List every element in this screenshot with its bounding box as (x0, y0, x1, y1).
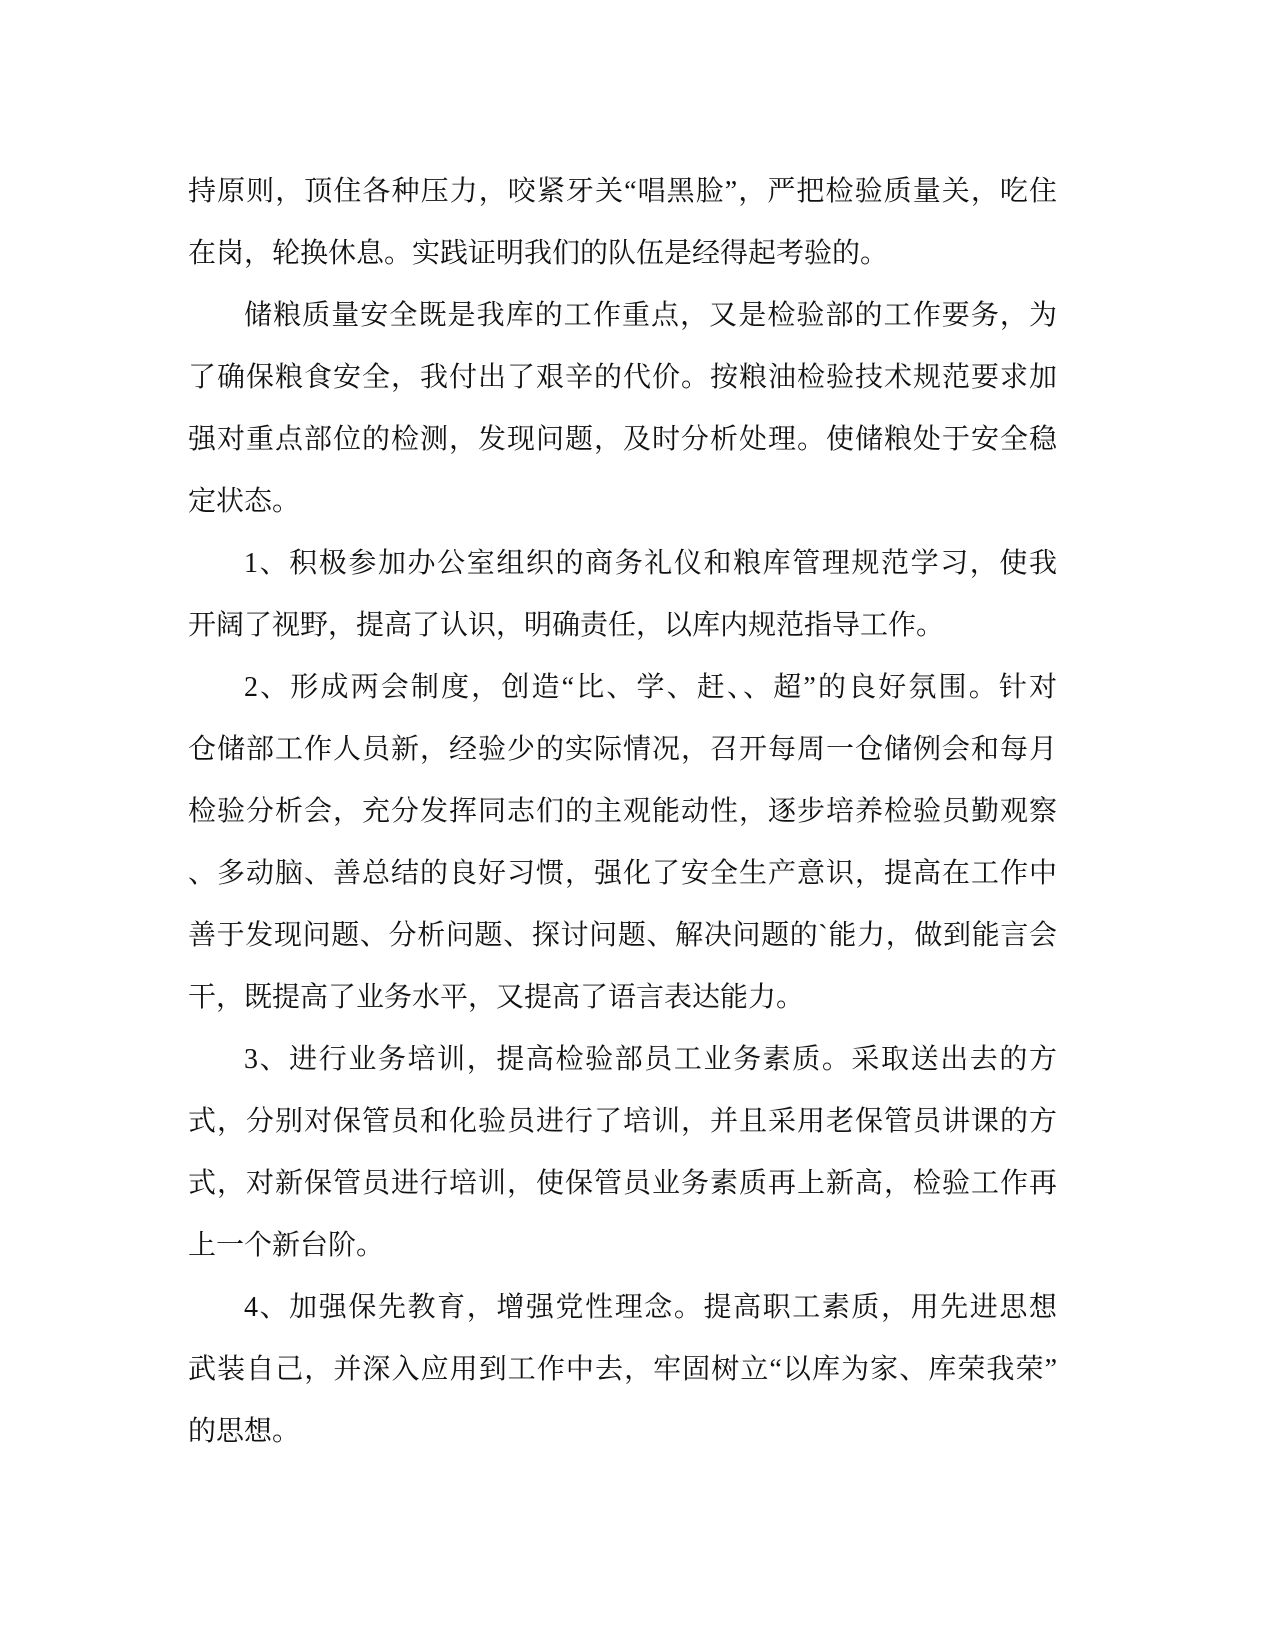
paragraph (188, 657, 1057, 1029)
text-line: 的思想。 (188, 1416, 301, 1447)
text-line: 上一个新台阶。 (188, 1230, 385, 1261)
text-line: 武装自己，并深入应用到工作中去，牢固树立“以库为家、库荣我荣” (188, 1354, 1057, 1385)
text-line: 检验分析会，充分发挥同志们的主观能动性，逐步培养检验员勤观察 (188, 796, 1057, 827)
text-line: 定状态。 (188, 486, 301, 517)
text-line: 1、积极参加办公室组织的商务礼仪和粮库管理规范学习，使我 (244, 548, 1057, 579)
text-line: 善于发现问题、分析问题、探讨问题、解决问题的`能力，做到能言会 (188, 920, 1057, 951)
text-line: 式，分别对保管员和化验员进行了培训，并且采用老保管员讲课的方 (188, 1106, 1057, 1137)
document-body (188, 161, 1057, 1463)
text-line: 开阔了视野，提高了认识，明确责任，以库内规范指导工作。 (188, 610, 945, 641)
paragraph (188, 285, 1057, 533)
text-line: 4、加强保先教育，增强党性理念。提高职工素质，用先进思想 (244, 1292, 1057, 1323)
text-line: 仓储部工作人员新，经验少的实际情况，召开每周一仓储例会和每月 (188, 734, 1057, 765)
paragraph (188, 1277, 1057, 1463)
paragraph (188, 1029, 1057, 1277)
text-line: 干，既提高了业务水平，又提高了语言表达能力。 (188, 982, 805, 1013)
paragraph (188, 533, 1057, 657)
text-line: 在岗，轮换休息。实践证明我们的队伍是经得起考验的。 (188, 238, 889, 269)
text-line: 储粮质量安全既是我库的工作重点，又是检验部的工作要务，为 (244, 300, 1057, 331)
text-line: 了确保粮食安全，我付出了艰辛的代价。按粮油检验技术规范要求加 (188, 362, 1057, 393)
text-line: 、多动脑、善总结的良好习惯，强化了安全生产意识，提高在工作中 (188, 858, 1057, 889)
text-line: 3、进行业务培训，提高检验部员工业务素质。采取送出去的方 (244, 1044, 1057, 1075)
text-line: 式，对新保管员进行培训，使保管员业务素质再上新高，检验工作再 (188, 1168, 1057, 1199)
text-line: 强对重点部位的检测，发现问题，及时分析处理。使储粮处于安全稳 (188, 424, 1057, 455)
text-line: 持原则，顶住各种压力，咬紧牙关“唱黑脸”，严把检验质量关，吃住 (188, 176, 1057, 207)
paragraph (188, 161, 1057, 285)
text-line: 2、形成两会制度，创造“比、学、赶、、超”的良好氛围。针对 (244, 672, 1057, 703)
